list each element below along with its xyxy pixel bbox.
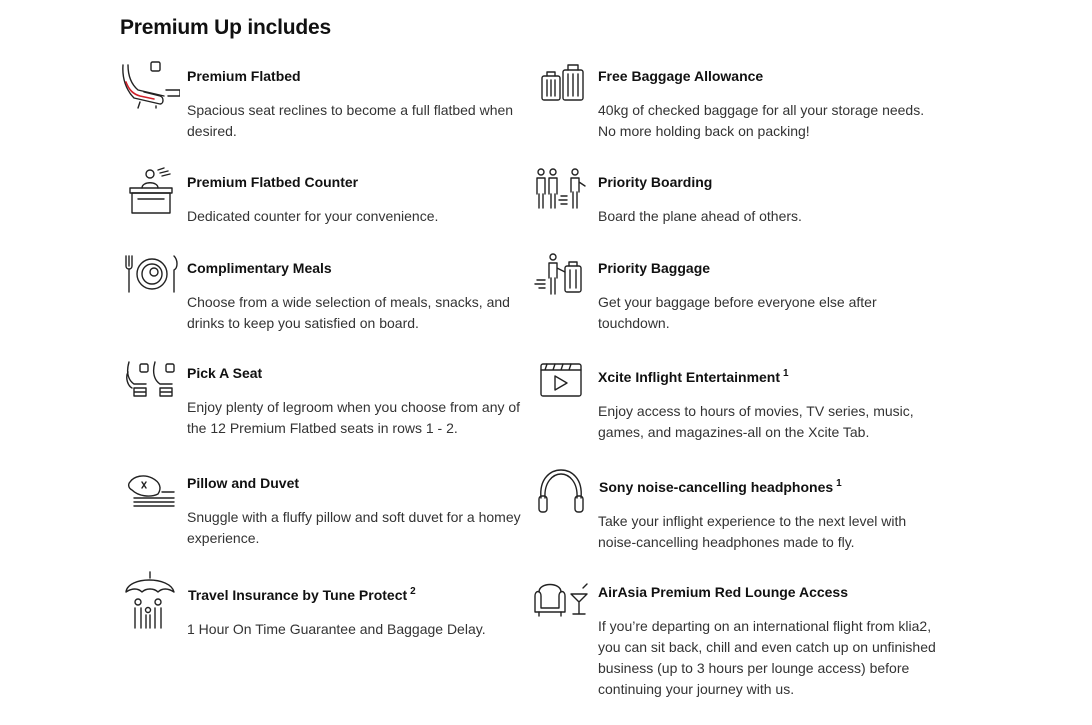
feature-title: Premium Flatbed Counter	[187, 174, 359, 190]
feature-title: Complimentary Meals	[187, 260, 332, 276]
seat-select-icon	[120, 358, 180, 408]
feature-title: Free Baggage Allowance	[598, 68, 764, 84]
feature-free-baggage	[533, 60, 953, 150]
feature-title	[598, 369, 789, 385]
feature-flatbed-counter	[120, 166, 540, 236]
feature-pillow	[120, 468, 540, 558]
feature-title-text: Sony noise-cancelling headphones	[599, 479, 834, 495]
feature-title: Pillow and Duvet	[187, 475, 300, 491]
footnote-marker: 1	[783, 368, 789, 380]
feature-description: 1 Hour On Time Guarantee and Baggage Delay.	[187, 621, 486, 637]
feature-title-text: Xcite Inflight Entertainment	[598, 369, 781, 385]
feature-meals	[120, 252, 540, 342]
umbrella-family-icon	[120, 568, 180, 632]
feature-description: Snuggle with a fluffy pillow and soft duvet for a homey experience.	[187, 509, 521, 546]
feature-title-text: Travel Insurance by Tune Protect	[188, 587, 408, 603]
feature-pick-seat	[120, 358, 540, 448]
footnote-marker: 2	[410, 586, 416, 598]
boarding-icon	[533, 166, 593, 216]
feature-description: Choose from a wide selection of meals, snacks, and drinks to keep you satisfied on board.	[187, 294, 510, 331]
feature-lounge	[533, 578, 953, 703]
priority-baggage-icon	[533, 252, 593, 302]
feature-title: AirAsia Premium Red Lounge Access	[598, 584, 849, 600]
footnote-marker: 1	[836, 478, 842, 490]
feature-description: Enjoy access to hours of movies, TV series, music, games, and magazines-all on the Xcite Tab.	[598, 403, 914, 440]
feature-description: Get your baggage before everyone else after touchdown.	[598, 294, 877, 331]
counter-icon	[120, 166, 180, 216]
feature-insurance	[120, 568, 540, 648]
feature-xcite	[533, 358, 953, 448]
feature-title: Premium Flatbed	[187, 68, 301, 84]
video-play-icon	[533, 358, 593, 408]
feature-title	[188, 587, 416, 603]
pillow-icon	[120, 468, 180, 518]
feature-description: If you’re departing on an international flight from klia2, you can sit back, chill and even catch up on unfinished business (up to 3 hours per lounge access) before continuing your journey with us.	[598, 618, 936, 697]
feature-description: Take your inflight experience to the next level with noise-cancelling headphones made to fly.	[598, 513, 907, 550]
page-title: Premium Up includes	[120, 16, 331, 39]
luggage-icon	[533, 60, 593, 110]
feature-priority-boarding	[533, 166, 953, 236]
feature-title: Priority Boarding	[598, 174, 713, 190]
flatbed-seat-icon	[120, 60, 180, 110]
feature-title: Pick A Seat	[187, 365, 263, 381]
feature-description: Spacious seat reclines to become a full flatbed when desired.	[187, 102, 514, 139]
feature-description: Dedicated counter for your convenience.	[187, 208, 439, 224]
feature-headphones	[533, 468, 953, 558]
feature-premium-flatbed	[120, 60, 540, 150]
meal-icon	[120, 252, 180, 302]
feature-description: 40kg of checked baggage for all your storage needs. No more holding back on packing!	[598, 102, 925, 139]
feature-description: Board the plane ahead of others.	[598, 208, 802, 224]
feature-priority-baggage	[533, 252, 953, 342]
lounge-armchair-icon	[533, 578, 593, 628]
headphones-icon	[533, 468, 593, 518]
feature-description: Enjoy plenty of legroom when you choose from any of the 12 Premium Flatbed seats in rows 1 - 2.	[187, 399, 521, 436]
feature-title	[599, 479, 842, 495]
feature-title: Priority Baggage	[598, 260, 711, 276]
